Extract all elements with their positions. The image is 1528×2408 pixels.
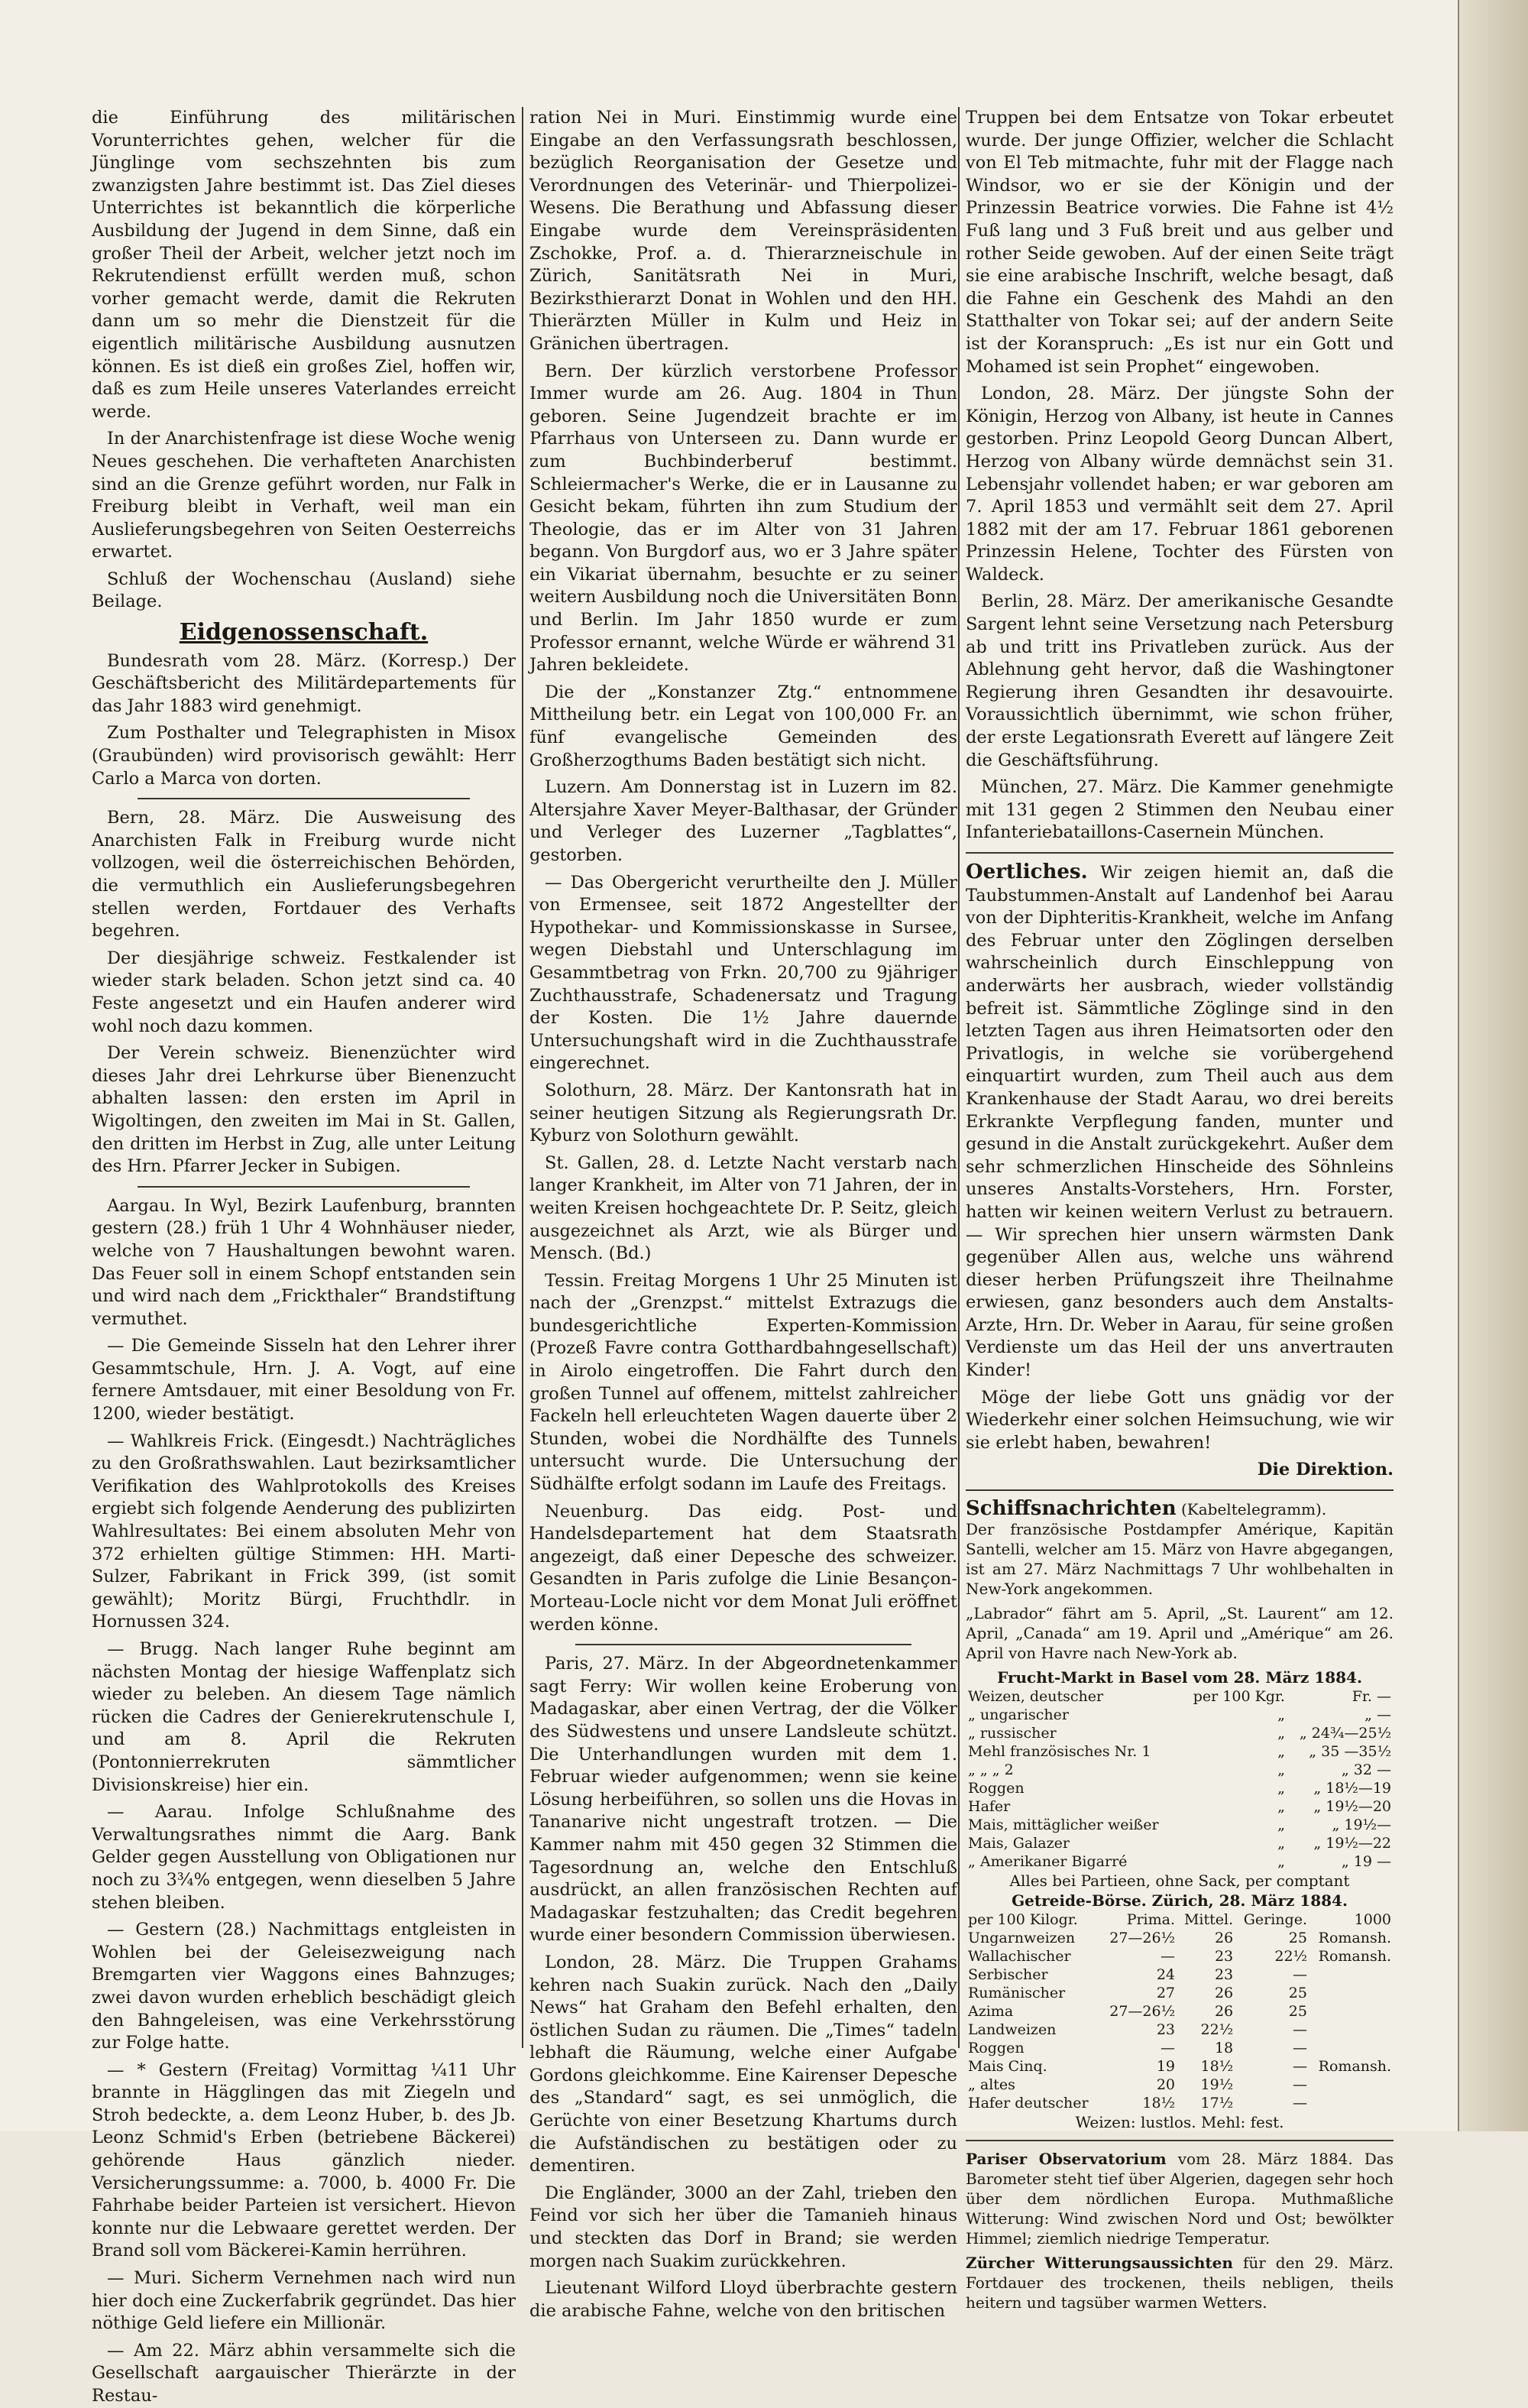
- zurich-exchange-table: [966, 1911, 1394, 2112]
- separator: [575, 1644, 911, 1645]
- table-cell: Mais Cinq.: [968, 2058, 1047, 2076]
- paragraph: Paris, 27. März. In der Abgeordnetenkammer sagt Ferry: Wir wollen keine Eroberung von Madagaskar, aber einen Vertrag, der die Völker des Südwestens und unsere Landsleute schützt. Die Unterhandlungen wurden mit dem 1. Februar wieder aufgenommen; wenn sie keine Lösung herbeiführen, so sollen uns die Hovas in Tananarive nicht ungestraft trotzen. — Die Kammer nahm mit 450 gegen 32 Stimmen die Tagesordnung an, welche den Entschluß ausdrückt, an allen französischen Rechten auf Madagaskar festzuhalten; das Credit begehren wurde einer besondern Commission überwiesen.: [529, 1654, 957, 1946]
- table-cell: —: [1161, 1948, 1176, 1966]
- paragraph: Der diesjährige schweiz. Festkalender ist wieder stark beladen. Schon jetzt sind ca. 40 Feste angesetzt und ein Haufen anderer wird wohl noch dazu kommen.: [92, 948, 516, 1036]
- paragraph: Neuenburg. Das eidg. Post- und Handelsdepartement hat dem Staatsrath angezeigt, daß einer Depesche des schweizer. Gesandten in Paris zufolge die Linie Besançon-Morteau-Locle nicht vor dem Monat Juli eröffnet werden könne.: [529, 1501, 957, 1635]
- table-cell: „: [1277, 1798, 1285, 1816]
- paragraph: — Das Obergericht verurtheilte den J. Müller von Ermensee, seit 1872 Angestellter der Hypothekar- und Kommissionskasse in Sursee, wegen Diebstahl und Unterschlagung im Gesammtbetrag von Frkn. 20,700 zu 9jähriger Zuchthausstrafe, Schadenersatz und Tragung der Kosten. Die 1½ Jahre dauernde Untersuchungshaft wird in die Zuchthausstrafe eingerechnet.: [529, 872, 957, 1074]
- table-cell: [1309, 2039, 1394, 2057]
- table-cell: „: [1277, 1780, 1285, 1797]
- table-cell: —: [1292, 2040, 1307, 2057]
- table-cell: Mais, mittäglicher weißer: [968, 1817, 1159, 1834]
- basel-market-row: [966, 1687, 1394, 1706]
- table-cell: —: [1292, 2021, 1307, 2039]
- table-cell: [1309, 2002, 1394, 2021]
- table-cell: 27—26½: [1109, 1930, 1176, 1947]
- paragraph: Truppen bei dem Entsatze von Tokar erbeutet wurde. Der junge Offizier, welcher die Schlacht von El Teb mitmachte, fuhr mit der Flagge nach Windsor, wo er sie der Königin und der Prinzessin Beatrice vorwies. Die Fahne ist 4½ Fuß lang und 3 Fuß breit und aus gelber und rother Seide gewoben. Auf der einen Seite trägt sie eine arabische Inschrift, welche besagt, daß die Fahne ein Geschenk des Mahdi an den Statthalter von Tokar sei; auf der andern Seite ist der Koranspruch: „Es ist nur ein Gott und Mohamed ist sein Prophet“ eingewoben.: [966, 108, 1394, 377]
- separator: [138, 1186, 470, 1188]
- basel-market-row: [966, 1797, 1394, 1816]
- basel-market-row: [966, 1852, 1394, 1871]
- local-news-text: Wir zeigen hiemit an, daß die Taubstummen-Anstalt auf Landenhof bei Aarau von der Diphteritis-Krankheit, welche im Anfang des Februar unter den Zöglingen derselben wahrscheinlich durch Einschleppung von anderwärts her ausbrach, wieder vollständig befreit ist. Sämmtliche Zöglinge sind in den letzten Tagen aus ihren Heimatsorten oder den Privatlogis, in welche sie vorübergehend einquartirt wurden, zum Theil auch aus dem Krankenhause der Stadt Aarau, wo drei bereits Erkrankte Verpflegung fanden, munter und gesund in die Anstalt zurückgekehrt. Außer dem sehr schmerzlichen Hinscheide des Söhnleins unseres Anstalts-Vorstehers, Hrn. Forster, hatten wir keinen weitern Verlust zu betrauern. — Wir sprechen hier unsern wärmsten Dank gegenüber Allen aus, welche uns während dieser herben Prüfungszeit ihre Theilnahme erwiesen, ganz besonders auch dem Anstalts-Arzte, Hrn. Dr. Weber in Aarau, für seine großen Verdienste um das Heil der uns anvertrauten Kinder!: [966, 863, 1394, 1381]
- binding-edge: [1458, 0, 1528, 2131]
- table-cell: 25: [1288, 2003, 1307, 2021]
- paragraph: die Einführung des militärischen Vorunterrichtes gehen, welcher für die Jünglinge vom sechszehnten bis zum zwanzigsten Jahre bestimmt ist. Das Ziel dieses Unterrichtes ist bekanntlich die körperliche Ausbildung der Jugend in dem Sinne, daß ein großer Theil der Arbeit, welcher jetzt noch im Rekrutendienst erfüllt werden muß, schon vorher gemacht werde, damit die Rekruten dann um so mehr die Dienstzeit für die eigentlich militärische Ausbildung ausnutzen können. Es ist dieß ein großes Ziel, hoffen wir, daß es zum Heile unseres Vaterlandes erreicht werde.: [92, 108, 516, 422]
- signature: Die Direktion.: [1257, 1460, 1394, 1480]
- table-cell: „: [1277, 1835, 1285, 1852]
- zurich-exchange-row: [966, 2021, 1394, 2039]
- column-3: [966, 107, 1394, 2312]
- paragraph: London, 28. März. Die Truppen Grahams kehren nach Suakin zurück. Nach den „Daily News“ hat Graham den Befehl erhalten, den östlichen Sudan zu räumen. Die „Times“ tadeln lebhaft die Räumung, welche einer Aufgabe Gordons gleichkomme. Eine Kairenser Depesche des „Standard“ sagt, es sei unmöglich, die Gerüchte von einer Besetzung Khartums durch die Aufständischen zu bestätigen oder zu dementiren.: [529, 1952, 957, 2176]
- table-cell: —: [1161, 2040, 1176, 2057]
- table-cell: —: [1292, 1966, 1307, 1984]
- table-cell: 26: [1214, 1930, 1234, 1947]
- basel-market-row: [966, 1816, 1394, 1834]
- zurich-exchange-row: [966, 2076, 1394, 2094]
- table-cell: Rumänischer: [968, 1985, 1066, 2002]
- table-cell: 27—26½: [1109, 2003, 1176, 2021]
- basel-market-row: [966, 1706, 1394, 1724]
- basel-market-row: [966, 1834, 1394, 1852]
- table-cell: 23: [1214, 1966, 1234, 1984]
- weather-outlook-text: Fortdauer des trockenen, theils nebligen, theils heitern und tagsüber warmen Wetters.: [966, 2274, 1394, 2312]
- local-news: [966, 861, 1394, 1382]
- table-cell: [1309, 2094, 1394, 2112]
- table-cell: „: [1277, 1817, 1285, 1834]
- table-cell: 18½: [1200, 2058, 1234, 2076]
- paragraph: Tessin. Freitag Morgens 1 Uhr 25 Minuten ist nach der „Grenzpst.“ mittelst Extrazugs die bundesgerichtliche Experten-Kommission (Prozeß Favre contra Gotthardbahngesellschaft) in Airolo eingetroffen. Die Fahrt durch den großen Tunnel auf offenem, mittelst zahlreicher Fackeln hell erleuchteten Wagen dauerte über 2 Stunden, wobei die Nordhälfte des Tunnels untersucht wurde. Die Untersuchung der Südhälfte erfolgt sodann im Laufe des Freitags.: [529, 1270, 957, 1495]
- basel-market-row: [966, 1724, 1394, 1742]
- observatory-title: Pariser Observatorium: [966, 2150, 1167, 2169]
- paragraph: — Wahlkreis Frick. (Eingesdt.) Nachträgliches zu den Großrathswahlen. Laut bezirksamtlicher Verifikation des Wahlprotokolls des Kreises ergiebt sich folgende Aenderung des publizirten Wahlresultates: Bei einem absoluten Mehr von 372 erhielten gültige Stimmen: HH. Marti-Sulzer, Fabrikant in Frick 399, (ist somit gewählt); Moritz Bürgi, Fruchthdlr. in Hornussen 324.: [92, 1431, 516, 1632]
- table-cell: Landweizen: [968, 2021, 1057, 2039]
- table-cell: „ 19½—: [1332, 1817, 1391, 1834]
- paragraph: — * Gestern (Freitag) Vormittag ¼11 Uhr brannte in Hägglingen das mit Ziegeln und Stroh bedeckte, a. dem Leonz Huber, b. des Jb. Leonz Schmid's Erben (betriebene Bäckerei) gehörende Haus gänzlich nieder. Versicherungssumme: a. 7000, b. 4000 Fr. Die Fahrhabe beider Parteien ist versichert. Hievon konnte nur die Lebwaare gerettet werden. Der Brand soll vom Bäckerei-Kamin herrühren.: [92, 2060, 516, 2261]
- table-cell: 24: [1156, 1966, 1176, 1984]
- table-cell: Roggen: [968, 2040, 1025, 2057]
- table-cell: Romansh.: [1318, 1930, 1391, 1947]
- table-cell: „ altes: [968, 2076, 1015, 2094]
- table-cell: —: [1292, 2058, 1307, 2076]
- local-news-title: Oertliches.: [966, 860, 1088, 883]
- table-cell: 23: [1156, 2021, 1176, 2039]
- basel-market-row: [966, 1761, 1394, 1779]
- ship-news: [966, 1499, 1394, 1663]
- column-rule: [958, 107, 960, 2048]
- table-cell: Fr. —: [1352, 1688, 1391, 1706]
- table-cell: „ ungarischer: [968, 1706, 1069, 1724]
- paragraph: — Gestern (28.) Nachmittags entgleisten in Wohlen bei der Geleisezweigung nach Bremgarten vier Waggons eines Bahnzuges; zwei davon wurden erheblich beschädigt gleich den Bahngeleisen, was eine Verkehrsstörung zur Folge hatte.: [92, 1920, 516, 2053]
- paragraph: Der französische Postdampfer Amérique, Kapitän Santelli, welcher am 15. März von Havre abgegangen, ist am 27. März Nachmittags 7 Uhr wohlbehalten in New-York angekommen.: [966, 1520, 1394, 1599]
- section-heading: Eidgenossenschaft.: [179, 619, 429, 647]
- paragraph: Der Verein schweiz. Bienenzüchter wird dieses Jahr drei Lehrkurse über Bienenzucht abhalten lassen: den ersten im April in Wigoltingen, den zweiten im Mai in St. Gallen, den dritten im Herbst in Zug, alle unter Leitung des Hrn. Pfarrer Jecker in Subigen.: [92, 1043, 516, 1177]
- table-header-cell: Mittel.: [1183, 1911, 1234, 1929]
- table-cell: 26: [1214, 2003, 1234, 2021]
- zurich-exchange-row: [966, 1966, 1394, 1984]
- zurich-exchange-note: Weizen: lustlos. Mehl: fest.: [1075, 2113, 1284, 2132]
- paragraph: Bern. Der kürzlich verstorbene Professor Immer wurde am 26. Aug. 1804 in Thun geboren. Seine Jugendzeit brachte er im Pfarrhaus von Unterseen zu. Dann wurde er zum Buchbinderberuf bestimmt. Schleiermacher's Werke, die er in Lausanne zu Gesicht bekam, führten ihn zum Studium der Theologie, das er im Alter von 31 Jahren begann. Von Burgdorf aus, wo er 3 Jahre später ein Vikariat übernahm, besuchte er zu seiner weitern Ausbildung noch die Universitäten Bonn und Berlin. Im Jahr 1850 wurde er zum Professor ernannt, welche Würde er während 31 Jahren bekleidete.: [529, 361, 957, 676]
- table-cell: „: [1277, 1706, 1285, 1724]
- table-cell: 26: [1214, 1985, 1234, 2002]
- basel-market-title: Frucht-Markt in Basel vom 28. März 1884.: [997, 1668, 1362, 1687]
- zurich-exchange-row: [966, 1947, 1394, 1966]
- zurich-exchange-row: [966, 2039, 1394, 2057]
- paragraph: — Die Gemeinde Sisseln hat den Lehrer ihrer Gesammtschule, Hrn. J. A. Vogt, auf eine fernere Amtsdauer, mit einer Besoldung von Fr. 1200, wieder bestätigt.: [92, 1336, 516, 1424]
- paragraph: Bern, 28. März. Die Ausweisung des Anarchisten Falk in Freiburg wurde nicht vollzogen, weil die österreichischen Behörden, die vermuthlich ein Auslieferungsbegehren stellen werden, Fortdauer des Verhafts begehren.: [92, 808, 516, 941]
- table-cell: „ 19½—22: [1313, 1835, 1391, 1852]
- table-cell: 18: [1214, 2040, 1234, 2057]
- table-cell: Romansh.: [1318, 2058, 1391, 2076]
- paragraph: Solothurn, 28. März. Der Kantonsrath hat in seiner heutigen Sitzung als Regierungsrath Dr. Kyburz von Solothurn gewählt.: [529, 1080, 957, 1146]
- paragraph: Schluß der Wochenschau (Ausland) siehe Beilage.: [92, 569, 516, 612]
- separator: [138, 798, 470, 799]
- weather-outlook-title: Zürcher Witterungsaussichten: [966, 2254, 1233, 2273]
- table-cell: 20: [1156, 2076, 1176, 2094]
- table-cell: 27: [1156, 1985, 1176, 2002]
- zurich-exchange-title: Getreide-Börse. Zürich, 28. März 1884.: [1012, 1891, 1348, 1911]
- table-cell: „ 19 —: [1341, 1853, 1391, 1871]
- table-cell: [1309, 1966, 1394, 1984]
- table-cell: Hafer deutscher: [968, 2095, 1089, 2112]
- table-cell: „ 24¾—25½: [1299, 1725, 1391, 1742]
- table-cell: [1309, 2076, 1394, 2094]
- table-header-cell: Geringe.: [1243, 1911, 1307, 1929]
- paragraph: Bundesrath vom 28. März. (Korresp.) Der Geschäftsbericht des Militärdepartements für das Jahr 1883 wird genehmigt.: [92, 650, 516, 716]
- zurich-exchange-row: [966, 2057, 1394, 2076]
- paragraph: ration Nei in Muri. Einstimmig wurde eine Eingabe an den Verfassungsrath beschlossen, bezüglich Reorganisation der Gesetze und Verordnungen des Veterinär- und Thierpolizei-Wesens. Die Berathung und Abfassung dieser Eingabe wurde dem Vereinspräsidenten Zschokke, Prof. a. d. Thierarzneischule in Zürich, Sanitätsrath Nei in Muri, Bezirksthierarzt Donat in Wohlen und den HH. Thierärzten Müller in Kulm und Heiz in Gränichen übertragen.: [529, 108, 957, 354]
- table-cell: —: [1292, 2095, 1307, 2112]
- table-header-cell: 1000: [1354, 1911, 1391, 1929]
- table-cell: per 100 Kgr.: [1193, 1688, 1285, 1706]
- paragraph: — Am 22. März abhin versammelte sich die Gesellschaft aargauischer Thierärzte in der Restau-: [92, 2340, 516, 2406]
- table-cell: „ russischer: [968, 1725, 1057, 1742]
- table-cell: „ —: [1365, 1706, 1391, 1724]
- table-cell: „ „ „ 2: [968, 1761, 1014, 1779]
- table-cell: 22½: [1274, 1948, 1307, 1966]
- zurich-exchange-row: [966, 1929, 1394, 1947]
- paragraph: — Aarau. Infolge Schlußnahme des Verwaltungsrathes nimmt die Aarg. Bank Gelder gegen Ausstellung von Obligationen nur noch zu 3¾% entgegen, wenn dieselben 5 Jahre stehen bleiben.: [92, 1802, 516, 1913]
- table-cell: „: [1277, 1725, 1285, 1742]
- zurich-exchange-row: [966, 1984, 1394, 2002]
- paragraph: — Brugg. Nach langer Ruhe beginnt am nächsten Montag der hiesige Waffenplatz sich wieder zu beleben. An diesem Tage nämlich rücken die Cadres der Genierekrutenschule I, und am 8. April die Rekruten (Pontonnierrekruten sämmtlicher Divisionskreise) hier ein.: [92, 1639, 516, 1795]
- paragraph: Lieutenant Wilford Lloyd überbrachte gestern die arabische Fahne, welche von den britischen: [529, 2278, 957, 2321]
- observatory: [966, 2149, 1394, 2248]
- table-cell: [1309, 2021, 1394, 2039]
- column-1: [92, 107, 516, 2406]
- basel-market-table: [966, 1687, 1394, 1871]
- table-cell: „ Amerikaner Bigarré: [968, 1853, 1128, 1871]
- paragraph: Die der „Konstanzer Ztg.“ entnommene Mittheilung betr. ein Legat von 100,000 Fr. an fünf evangelische Gemeinden des Großherzogthums Baden bestätigt sich nicht.: [529, 682, 957, 770]
- table-cell: Mehl französisches Nr. 1: [968, 1743, 1151, 1761]
- paragraph: London, 28. März. Der jüngste Sohn der Königin, Herzog von Albany, ist heute in Cannes gestorben. Prinz Leopold Georg Duncan Albert, Herzog von Albany würde demnächst sein 31. Lebensjahr vollendet haben; er war geboren am 7. April 1853 und vermählt seit dem 27. April 1882 mit der am 17. Februar 1861 geborenen Prinzessin Helene, Tochter des Fürsten von Waldeck.: [966, 384, 1394, 585]
- table-cell: Ungarnweizen: [968, 1930, 1076, 1947]
- column-2: [529, 107, 957, 2321]
- table-cell: „ 18½—19: [1313, 1780, 1391, 1797]
- ship-news-subtitle: (Kabeltelegramm).: [1180, 1500, 1327, 1519]
- table-cell: —: [1292, 2076, 1307, 2094]
- paragraph: Möge der liebe Gott uns gnädig vor der Wiederkehr einer solchen Heimsuchung, wie wir sie erlebt haben, bewahren!: [966, 1387, 1394, 1453]
- table-cell: „: [1277, 1761, 1285, 1779]
- paragraph: Zum Posthalter und Telegraphisten in Misox (Graubünden) wird provisorisch gewählt: Herr Carlo a Marca von dorten.: [92, 723, 516, 789]
- table-cell: 17½: [1200, 2095, 1234, 2112]
- paragraph: — Muri. Sicherm Vernehmen nach wird nun hier doch eine Zuckerfabrik gegründet. Das hier nöthige Geld liefere ein Millionär.: [92, 2268, 516, 2334]
- table-cell: 19½: [1200, 2076, 1234, 2094]
- paragraph: „Labrador“ fährt am 5. April, „St. Laurent“ am 12. April, „Canada“ am 19. April und „Amérique“ am 26. April von Havre nach New-York ab.: [966, 1604, 1394, 1663]
- paragraph: München, 27. März. Die Kammer genehmigte mit 131 gegen 2 Stimmen den Neubau einer Infanteriebataillons-Casernein München.: [966, 777, 1394, 843]
- table-cell: Serbischer: [968, 1966, 1048, 1984]
- observatory-date: vom 28. März 1884.: [1177, 2150, 1353, 2169]
- separator: [966, 2140, 1394, 2141]
- ship-news-title: Schiffsnachrichten: [966, 1497, 1177, 1521]
- paragraph: Luzern. Am Donnerstag ist in Luzern im 82. Altersjahre Xaver Meyer-Balthasar, der Gründer und Verleger des Luzerner „Tagblattes“, gestorben.: [529, 777, 957, 865]
- basel-market-note: Alles bei Partieen, ohne Sack, per comptant: [1009, 1872, 1350, 1891]
- paragraph: St. Gallen, 28. d. Letzte Nacht verstarb nach langer Krankheit, im Alter von 71 Jahren, der in weiten Kreisen hochgeachtete Dr. P. Seitz, gleich ausgezeichnet als Arzt, wie als Bürger und Mensch. (Bd.): [529, 1152, 957, 1264]
- table-cell: Azima: [968, 2003, 1014, 2021]
- separator: [966, 1489, 1394, 1491]
- table-cell: Roggen: [968, 1780, 1025, 1797]
- table-cell: „ 32 —: [1341, 1761, 1391, 1779]
- zurich-exchange-row: [966, 2002, 1394, 2021]
- table-cell: Mais, Galazer: [968, 1835, 1070, 1852]
- paragraph: Aargau. In Wyl, Bezirk Laufenburg, brannten gestern (28.) früh 1 Uhr 4 Wohnhäuser nieder, welche von 7 Haushaltungen bewohnt waren. Das Feuer soll in einem Schopf entstanden sein und wird nach dem „Frickthaler“ Brandstiftung vermuthet.: [92, 1195, 516, 1329]
- paragraph: Berlin, 28. März. Der amerikanische Gesandte Sargent lehnt seine Versetzung nach Petersburg ab und tritt ins Privatleben zurück. Aus der Ablehnung geht hervor, daß die Washingtoner Regierung ihren Gesandten ihr desavouirte. Voraussichtlich übernimmt, wie schon früher, der erste Legationsrath Everett auf längere Zeit die Geschäftsführung.: [966, 591, 1394, 770]
- table-cell: 18½: [1142, 2095, 1176, 2112]
- observatory-text: Das Barometer steht tief über Algerien, dagegen sehr hoch über dem nördlichen Europa. Muthmaßliche Witterung: Wind zwischen Nord und Ost; bewölkter Himmel; ziemlich niedrige Temperatur.: [966, 2150, 1394, 2248]
- basel-market-row: [966, 1742, 1394, 1761]
- weather-outlook: [966, 2253, 1394, 2312]
- paragraph: In der Anarchistenfrage ist diese Woche wenig Neues geschehen. Die verhafteten Anarchisten sind an die Grenze geführt worden, nur Falk in Freiburg bleibt in Verhaft, weil man ein Auslieferungsbegehren von Seiten Oesterreichs erwartet.: [92, 429, 516, 562]
- table-cell: 22½: [1200, 2021, 1234, 2039]
- table-cell: „: [1277, 1743, 1285, 1761]
- paragraph: Die Engländer, 3000 an der Zahl, trieben den Feind vor sich her über die Tamanieh hinaus und steckten das Dorf in Brand; sie werden morgen nach Suakim zurückkehren.: [529, 2183, 957, 2271]
- table-cell: „ 19½—20: [1313, 1798, 1391, 1816]
- table-header-cell: per 100 Kilogr.: [968, 1911, 1078, 1929]
- table-header-cell: Prima.: [1126, 1911, 1176, 1929]
- table-cell: Hafer: [968, 1798, 1011, 1816]
- table-cell: Wallachischer: [968, 1948, 1071, 1966]
- table-cell: Weizen, deutscher: [968, 1688, 1104, 1706]
- table-cell: 19: [1156, 2058, 1176, 2076]
- table-cell: „: [1277, 1853, 1285, 1871]
- zurich-exchange-header: [966, 1911, 1394, 1929]
- table-cell: Romansh.: [1318, 1948, 1391, 1966]
- table-cell: „ 35 —35½: [1309, 1743, 1391, 1761]
- table-cell: 25: [1288, 1930, 1307, 1947]
- zurich-exchange-row: [966, 2094, 1394, 2112]
- basel-market-row: [966, 1779, 1394, 1797]
- separator: [966, 852, 1394, 854]
- column-rule: [522, 107, 523, 2048]
- table-cell: 23: [1214, 1948, 1234, 1966]
- table-cell: 25: [1288, 1985, 1307, 2002]
- weather-outlook-date: für den 29. März.: [1242, 2254, 1394, 2273]
- table-cell: [1309, 1984, 1394, 2002]
